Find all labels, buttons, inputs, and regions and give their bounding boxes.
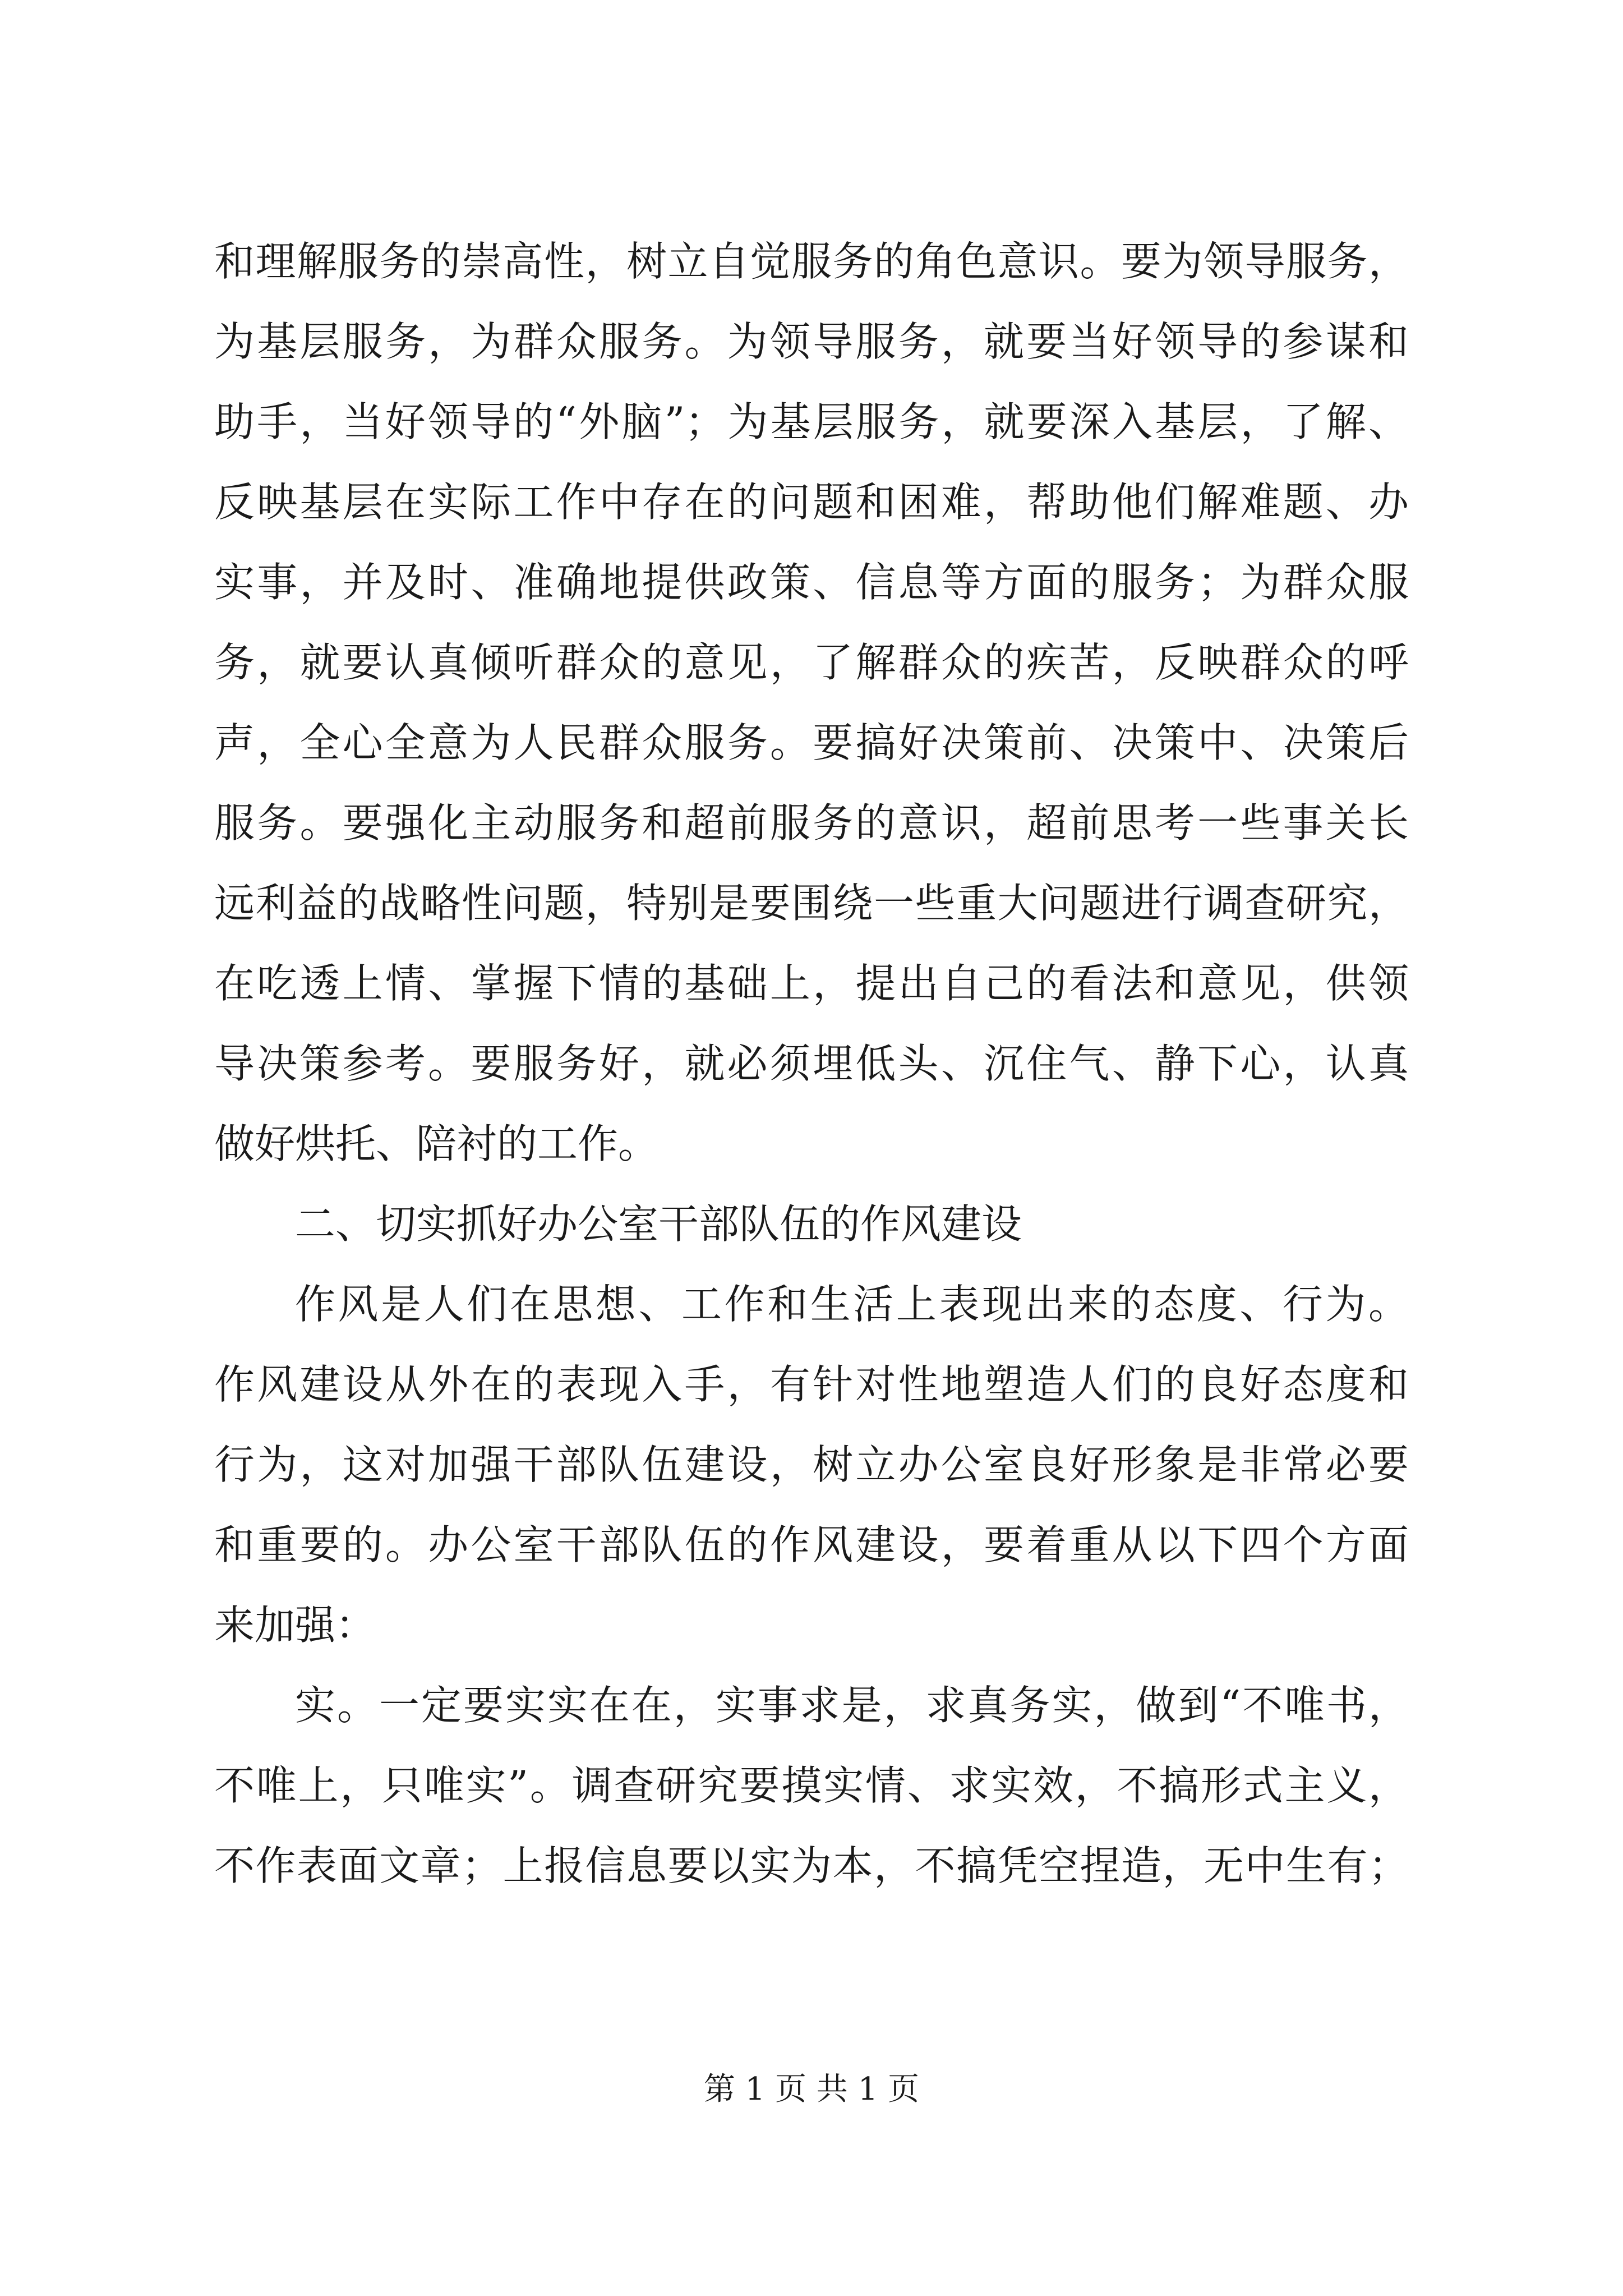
text-line: 声，全心全意为人民群众服务。要搞好决策前、决策中、决策后 bbox=[214, 719, 1409, 766]
text-line: 服务。要强化主动服务和超前服务的意识，超前思考一些事关长 bbox=[214, 799, 1409, 846]
text-line: 不作表面文章；上报信息要以实为本，不搞凭空捏造，无中生有； bbox=[214, 1842, 1409, 1889]
text-line: 实。一定要实实在在，实事求是，求真务实，做到“不唯书， bbox=[295, 1682, 1409, 1729]
text-line: 在吃透上情、掌握下情的基础上，提出自己的看法和意见，供领 bbox=[214, 960, 1409, 1007]
text-line: 实事，并及时、准确地提供政策、信息等方面的服务；为群众服 bbox=[214, 559, 1409, 606]
text-line: 导决策参考。要服务好，就必须埋低头、沉住气、静下心，认真 bbox=[214, 1040, 1409, 1087]
section-heading: 二、切实抓好办公室干部队伍的作风建设 bbox=[295, 1200, 1022, 1248]
text-line: 作风是人们在思想、工作和生活上表现出来的态度、行为。 bbox=[295, 1281, 1409, 1328]
text-line: 反映基层在实际工作中存在的问题和困难，帮助他们解难题、办 bbox=[214, 478, 1409, 526]
text-line: 做好烘托、陪衬的工作。 bbox=[214, 1120, 659, 1167]
text-line: 和重要的。办公室干部队伍的作风建设，要着重从以下四个方面 bbox=[214, 1521, 1409, 1568]
text-line: 作风建设从外在的表现入手，有针对性地塑造人们的良好态度和 bbox=[214, 1361, 1409, 1408]
text-line: 远利益的战略性问题，特别是要围绕一些重大问题进行调查研究， bbox=[214, 880, 1409, 927]
text-line: 为基层服务，为群众服务。为领导服务，就要当好领导的参谋和 bbox=[214, 318, 1409, 365]
page-footer: 第 1 页 共 1 页 bbox=[703, 2071, 920, 2108]
text-line: 助手，当好领导的“外脑”；为基层服务，就要深入基层，了解、 bbox=[214, 398, 1409, 445]
text-line: 和理解服务的崇高性，树立自觉服务的角色意识。要为领导服务， bbox=[214, 238, 1409, 285]
text-line: 务，就要认真倾听群众的意见，了解群众的疾苦，反映群众的呼 bbox=[214, 639, 1409, 686]
text-line: 来加强： bbox=[214, 1602, 376, 1649]
text-line: 不唯上，只唯实”。调查研究要摸实情、求实效，不搞形式主义， bbox=[214, 1762, 1409, 1809]
document-body bbox=[214, 222, 1409, 1906]
text-line: 行为，这对加强干部队伍建设，树立办公室良好形象是非常必要 bbox=[214, 1441, 1409, 1488]
